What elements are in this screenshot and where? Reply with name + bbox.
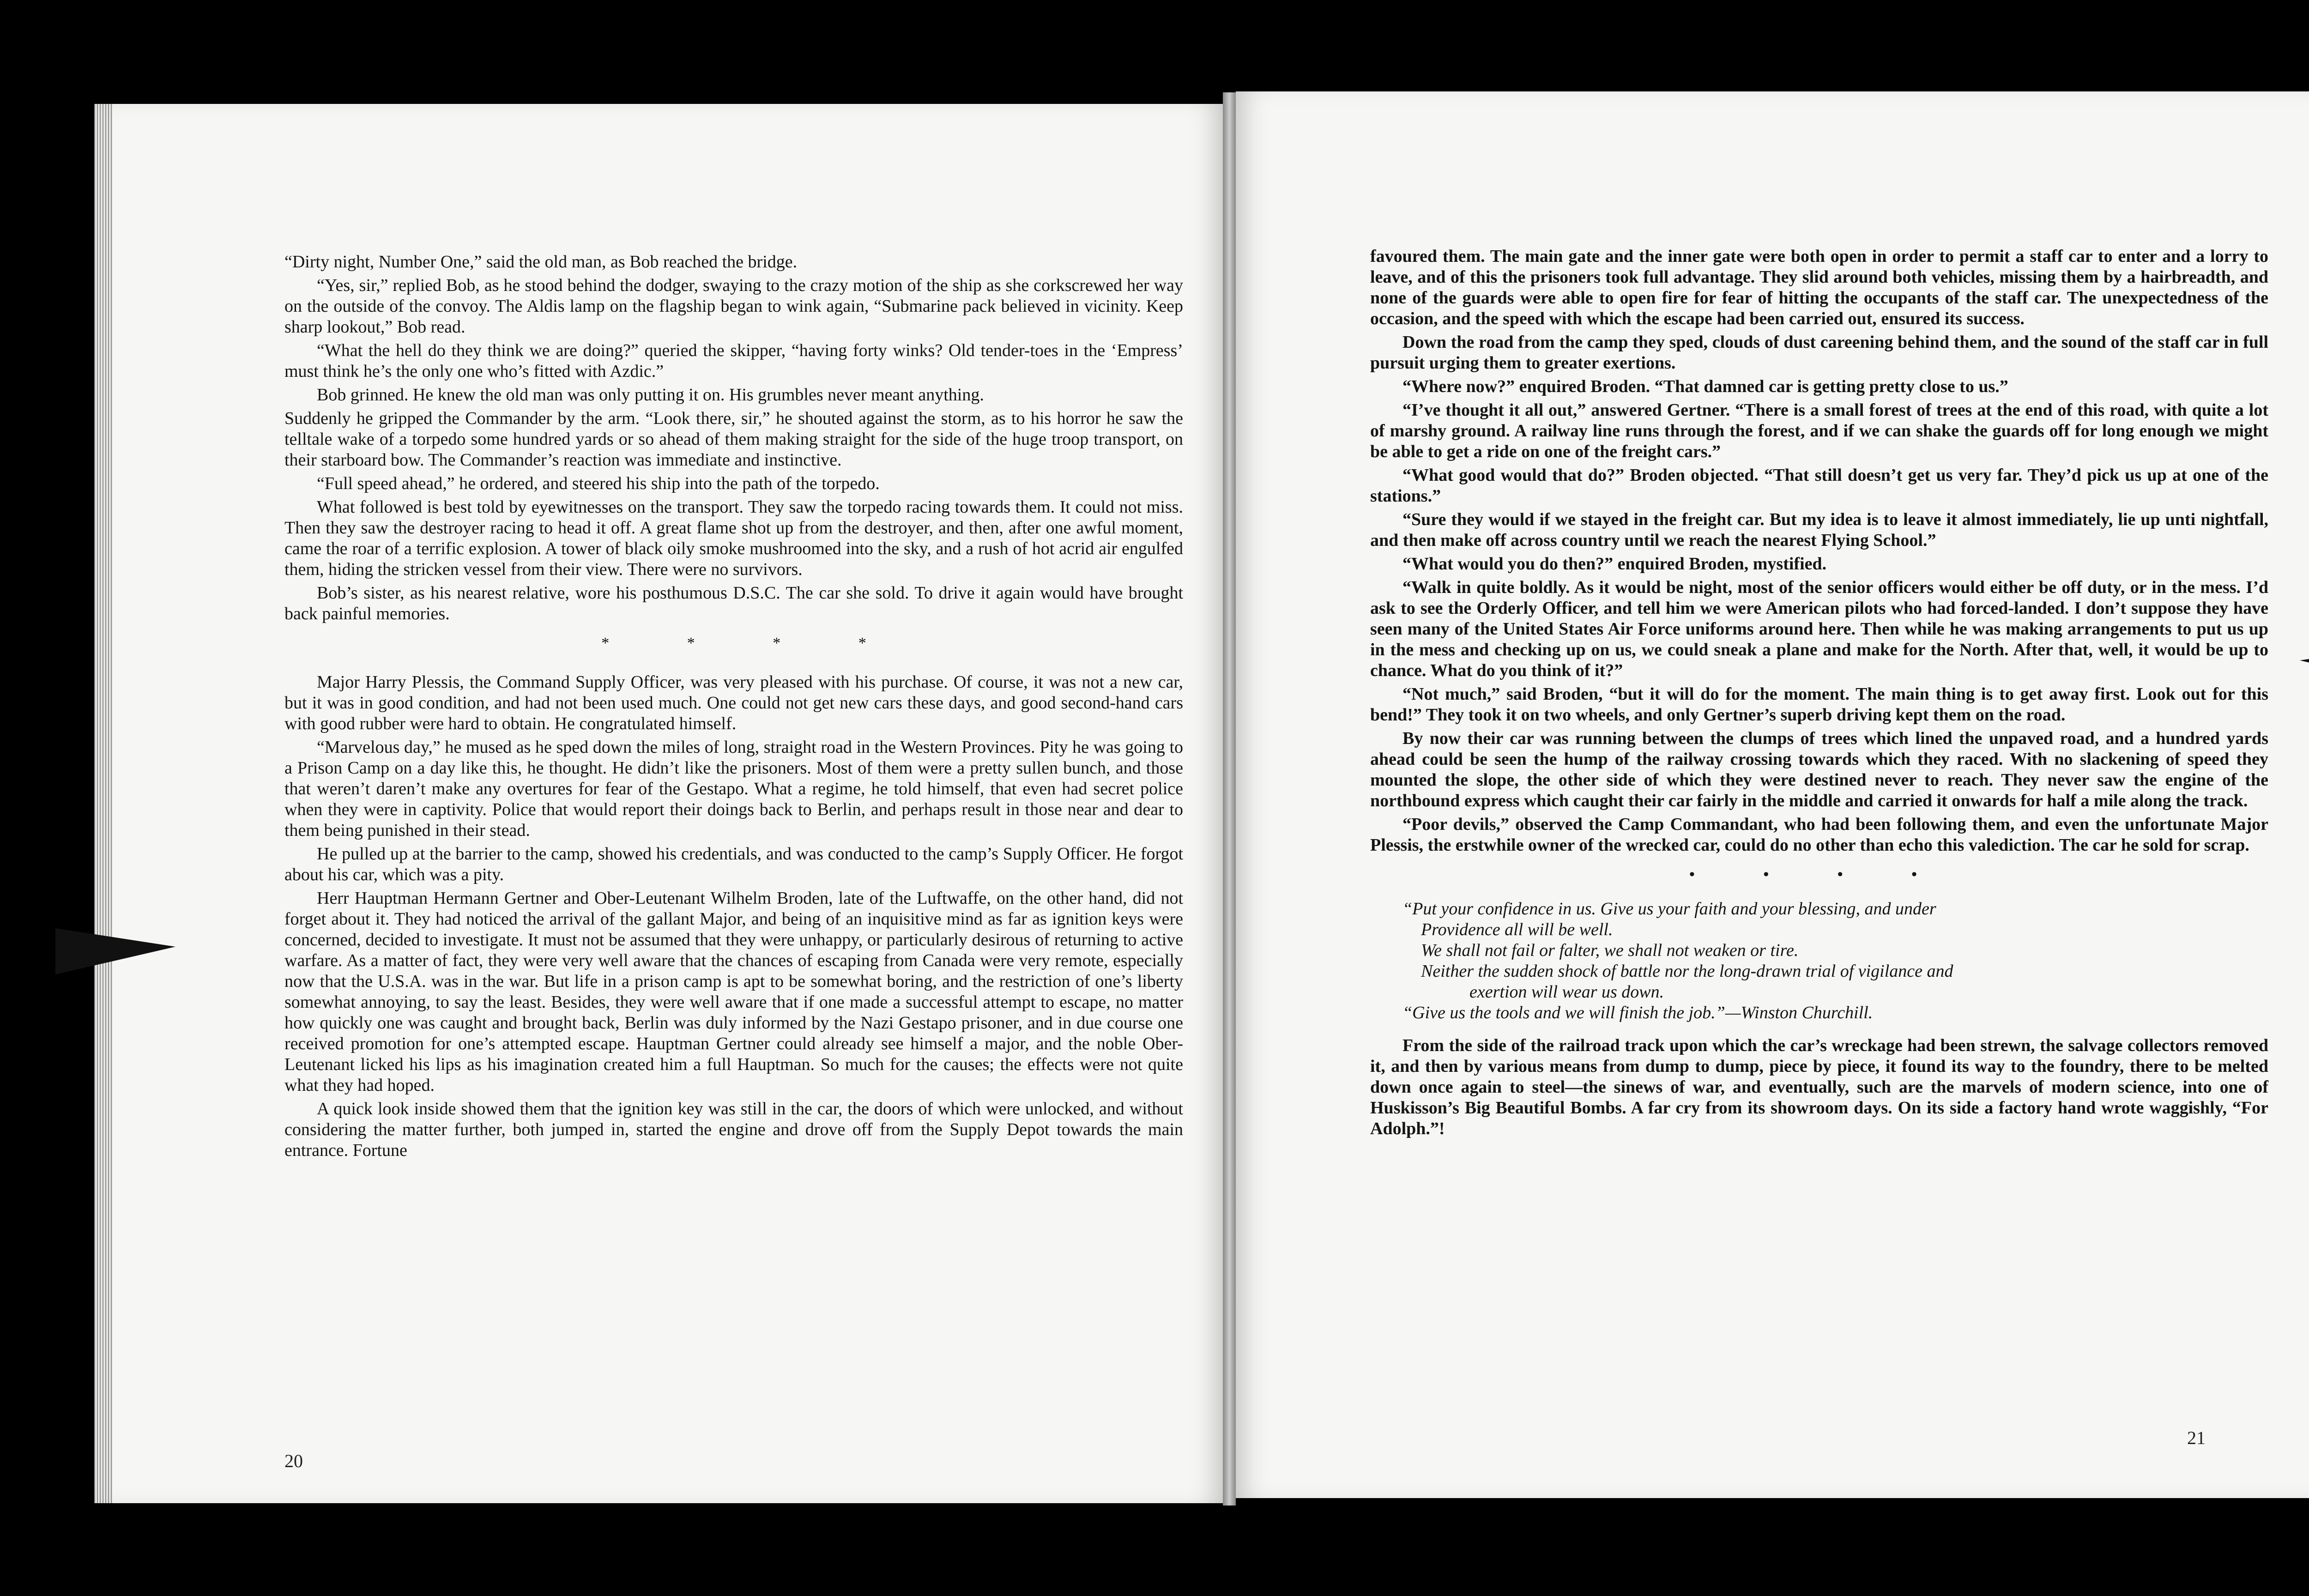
paragraph: “I’ve thought it all out,” answered Gertner. “There is a small forest of trees at the end of this road, with quite a lot of marshy ground. A railway line runs through the forest, and if we can shake the guards off for long enough we might be able to get a ride on one of the freight cars.”	[1370, 400, 2268, 461]
page-edge	[94, 104, 113, 1503]
left-page-text	[284, 252, 1183, 1164]
paragraph: A quick look inside showed them that the ignition key was still in the car, the doors of which were unlocked, and without considering the matter further, both jumped in, started the engine and drove off from the Supply Depot towards the main entrance. Fortune	[284, 1099, 1183, 1160]
section-separator: • • • •	[1689, 866, 1950, 883]
paragraph: From the side of the railroad track upon which the car’s wreckage had been strewn, the salvage collectors removed it, and then by various means from dump to dump, piece by piece, it found its way to the foundry, there to be melted down once again to steel—the sinews of war, and eventually, such are the marvels of modern science, into one of Huskisson’s Big Beautiful Bombs. A far cry from its showroom days. On its side a factory hand wrote waggishly, “For Adolph.”!	[1370, 1036, 2268, 1138]
paragraph: “What the hell do they think we are doing?” queried the skipper, “having forty winks? Old tender-toes in the ‘Empress’ must think he’s the only one who’s fitted with Azdic.”	[284, 341, 1183, 381]
paragraph: “Dirty night, Number One,” said the old man, as Bob reached the bridge.	[284, 252, 798, 272]
paragraph: “Where now?” enquired Broden. “That damned car is getting pretty close to us.”	[1402, 377, 2008, 396]
paragraph: “Yes, sir,” replied Bob, as he stood behind the dodger, swaying to the crazy motion of the ship as she corkscrewed her way on the outside of the convoy. The Aldis lamp on the flagship began to wink again, “Submarine pack believed in vicinity. Keep sharp lookout,” Bob read.	[284, 276, 1183, 337]
paragraph: favoured them. The main gate and the inner gate were both open in order to permit a staff car to enter and a lorry to leave, and of this the prisoners took full advantage. They slid around both vehicles, missing them by a hairbreadth, and none of the guards were able to open fire for fear of hitting the occupants of the staff car. The unexpectedness of the occasion, and the speed with which the escape had been carried out, ensured its success.	[1370, 247, 2268, 328]
left-page	[94, 104, 1223, 1503]
paragraph: Herr Hauptman Hermann Gertner and Ober-Leutenant Wilhelm Broden, late of the Luftwaffe, on the other hand, did not forget about it. They had noticed the arrival of the gallant Major, and being of an inquisitive mind as far as ignition keys were concerned, decided to investigate. It must not be assumed that they were unhappy, or particularly desirous of returning to active warfare. As a matter of fact, they were very well aware that the chances of escaping from Canada were very remote, especially now that the U.S.A. was in the war. But life in a prison camp is apt to be somewhat boring, and the restriction of one’s liberty somewhat annoying, to say the least. Besides, they were well aware that if one made a successful attempt to escape, no matter how quickly one was caught and brought back, Berlin was duly informed by the Nazi Gestapo prisoner, and in due course one received promotion for one’s attempted escape. Hauptman Gertner could already see himself a major, and the noble Ober-Leutenant licked his lips as his imagination created him a full Hauptman. So much for the causes; the effects were not quite what they had hoped.	[284, 889, 1183, 1095]
quote-attribution: “Give us the tools and we will finish the job.”—Winston Churchill.	[1402, 1003, 1873, 1022]
paragraph: “Sure they would if we stayed in the freight car. But my idea is to leave it almost immediately, lie up unti nightfall, and then make off across country until we reach the nearest Flying School.”	[1370, 510, 2268, 550]
book-gutter	[1223, 92, 1236, 1505]
quote-line: Neither the sudden shock of battle nor the long-drawn trial of vigilance and	[1421, 961, 1953, 981]
paragraph: Down the road from the camp they sped, clouds of dust careening behind them, and the sound of the staff car in full pursuit urging them to greater exertions.	[1370, 332, 2268, 373]
paragraph: He pulled up at the barrier to the camp, showed his credentials, and was conducted to the camp’s Supply Officer. He forgot about his car, which was a pity.	[284, 844, 1183, 884]
quote-line: “Put your confidence in us. Give us your faith and your blessing, and under	[1402, 899, 1936, 919]
paragraph: “Full speed ahead,” he ordered, and steered his ship into the path of the torpedo.	[317, 474, 880, 493]
paragraph: What followed is best told by eyewitnesses on the transport. They saw the torpedo racing towards them. It could not miss. Then they saw the destroyer racing to head it off. A great flame shot up from the destroyer, and then, after one awful moment, came the roar of a terrific explosion. A tower of black oily smoke mushroomed into the sky, and a rush of hot acrid air engulfed them, hiding the stricken vessel from their view. There were no survivors.	[284, 497, 1183, 579]
page-number: 21	[2187, 1427, 2206, 1448]
page-clip-right	[2300, 642, 2309, 688]
paragraph: “Not much,” said Broden, “but it will do for the moment. The main thing is to get away first. Look out for this bend!” They took it on two wheels, and only Gertner’s superb driving kept them on the road.	[1370, 684, 2268, 725]
quote-line: We shall not fail or falter, we shall not weaken or tire.	[1421, 941, 1799, 960]
paragraph: Suddenly he gripped the Commander by the arm. “Look there, sir,” he shouted against the storm, as to his horror he saw the telltale wake of a torpedo some hundred yards or so ahead of them making straight for the side of the huge troop transport, on their starboard bow. The Commander’s reaction was immediate and instinctive.	[284, 409, 1183, 470]
paragraph: Bob grinned. He knew the old man was only putting it on. His grumbles never meant anything.	[317, 385, 984, 405]
right-page-text	[1370, 246, 2268, 1142]
paragraph: “Marvelous day,” he mused as he sped down the miles of long, straight road in the Western Provinces. Pity he was going to a Prison Camp on a day like this, he thought. He didn’t like the prisoners. Most of them were a pretty sullen bunch, and those that weren’t daren’t make any overtures for fear of the Gestapo. What a regime, he told himself, that even had secret police when they were in captivity. Police that would report their doings back to Berlin, and perhaps result in those near and dear to them being punished in their stead.	[284, 738, 1183, 840]
paragraph: Major Harry Plessis, the Command Supply Officer, was very pleased with his purchase. Of course, it was not a new car, but it was in good condition, and had not been used much. One could not get new cars these days, and good second-hand cars with good rubber were hard to obtain. He congratulated himself.	[284, 672, 1183, 733]
quote-line: exertion will wear us down.	[1469, 982, 1664, 1002]
right-page	[1236, 91, 2309, 1498]
page-number: 20	[284, 1451, 303, 1471]
paragraph: By now their car was running between the clumps of trees which lined the unpaved road, and a hundred yards ahead could be seen the hump of the railway crossing towards which they raced. With no slackening of speed they mounted the slope, the other side of which they were destined never to reach. They never saw the engine of the northbound express which caught their car fairly in the middle and carried it onwards for half a mile along the track.	[1370, 729, 2268, 810]
section-separator: * * * *	[601, 635, 903, 652]
paragraph: “Poor devils,” observed the Camp Commandant, who had been following them, and even the unfortunate Major Plessis, the erstwhile owner of the wrecked car, could do no other than echo this valediction. The car he sold for scrap.	[1370, 815, 2268, 855]
paragraph: “What good would that do?” Broden objected. “That still doesn’t get us very far. They’d pick us up at one of the stations.”	[1370, 466, 2268, 506]
paragraph: “Walk in quite boldly. As it would be night, most of the senior officers would either be off duty, or in the mess. I’d ask to see the Orderly Officer, and tell him we were American pilots who had forced-landed. I don’t suppose they have seen many of the United States Air Force uniforms around here. Then while he was making arrangements to put us up in the mess and checking up on us, we could sneak a plane and make for the North. After that, well, it would be up to chance. What do you think of it?”	[1370, 578, 2268, 680]
paragraph: Bob’s sister, as his nearest relative, wore his posthumous D.S.C. The car she sold. To drive it again would have brought back painful memories.	[284, 583, 1183, 623]
churchill-quote	[1370, 899, 2268, 1023]
page-clip-left	[55, 928, 175, 974]
quote-line: Providence all will be well.	[1421, 920, 1613, 939]
paragraph: “What would you do then?” enquired Broden, mystified.	[1402, 554, 1827, 574]
